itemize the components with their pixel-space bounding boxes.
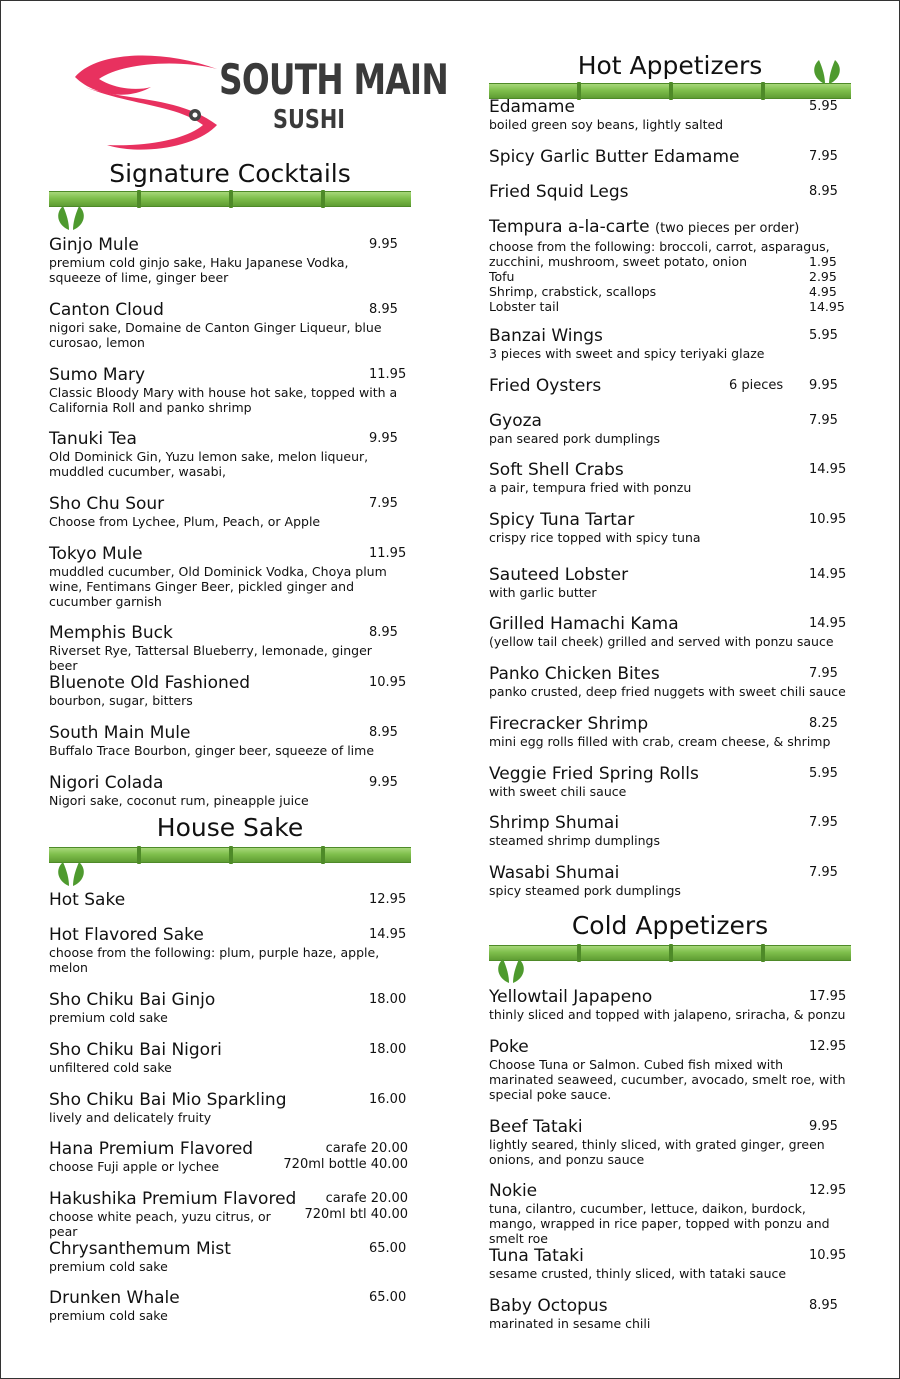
menu-item-description: bourbon, sugar, bitters (49, 693, 193, 708)
menu-item-name (49, 773, 414, 793)
menu-item-name-text: Veggie Fried Spring Rolls (489, 764, 699, 784)
menu-item-name (49, 1040, 414, 1060)
menu-item-name-text: Fried Oysters (489, 376, 602, 396)
menu-item-price: 16.00 (369, 1092, 407, 1107)
menu-item-name-text: Hakushika Premium Flavored (49, 1189, 297, 1209)
menu-item-note: (two pieces per order) (655, 221, 800, 236)
menu-item-name-text: Sho Chiku Bai Mio Sparkling (49, 1090, 287, 1110)
menu-item (49, 623, 414, 673)
menu-item-name-text: Sumo Mary (49, 365, 146, 385)
brand-line-2: SUSHI (273, 105, 345, 135)
logo (67, 49, 448, 157)
menu-item-description: 3 pieces with sweet and spicy teriyaki glaze (489, 346, 765, 361)
menu-item (489, 714, 854, 749)
menu-item-name-text: Grilled Hamachi Kama (489, 614, 679, 634)
menu-item (49, 1139, 414, 1174)
menu-item-name (49, 1239, 414, 1259)
menu-item-price: 17.95 (809, 989, 847, 1004)
menu-item-price: 5.95 (809, 766, 838, 781)
menu-item-price: 7.95 (369, 496, 398, 511)
menu-item-name-text: Memphis Buck (49, 623, 173, 643)
menu-item-name-text: Beef Tataki (489, 1117, 583, 1137)
fish-logo-icon (67, 49, 227, 157)
menu-item-description: tuna, cilantro, cucumber, lettuce, daikon, burdock, mango, wrapped in rice paper, topped with ponzu and smelt roe (489, 1201, 830, 1246)
menu-item-price: 65.00 (369, 1290, 407, 1305)
section-title-cocktails: Signature Cocktails (109, 159, 351, 188)
menu-item-name-text: Chrysanthemum Mist (49, 1239, 231, 1259)
menu-item-price: 9.95 (809, 1119, 838, 1134)
menu-item (489, 1181, 854, 1246)
menu-item (49, 494, 414, 529)
menu-item-name (49, 365, 414, 385)
tempura-option-row (489, 269, 854, 284)
menu-item-description: choose from the following: plum, purple haze, apple, melon (49, 945, 380, 975)
menu-item-description: spicy steamed pork dumplings (489, 883, 681, 898)
menu-item-name (489, 217, 854, 239)
menu-item-description: a pair, tempura fried with ponzu (489, 480, 692, 495)
menu-item-name (49, 235, 414, 255)
menu-item-name (49, 429, 414, 449)
menu-item-description: choose white peach, yuzu citrus, or pear (49, 1209, 271, 1239)
section-title-hot-appetizers: Hot Appetizers (577, 51, 763, 80)
menu-item-name-text: Nokie (489, 1181, 538, 1201)
menu-item-name (489, 460, 854, 480)
menu-item-name-text: Ginjo Mule (49, 235, 139, 255)
menu-item-price: 14.95 (809, 616, 847, 631)
menu-item-description: lively and delicately fruity (49, 1110, 212, 1125)
menu-item (489, 813, 854, 848)
menu-item-description: unfiltered cold sake (49, 1060, 172, 1075)
menu-item-description: premium cold sake (49, 1259, 168, 1274)
menu-item-price: 8.95 (809, 184, 838, 199)
menu-item-size-carafe: carafe 20.00 (325, 1141, 408, 1156)
menu-item (489, 987, 854, 1022)
menu-item-price: 9.95 (369, 237, 398, 252)
menu-item-name (489, 714, 854, 734)
menu-item-description: (yellow tail cheek) grilled and served with ponzu sauce (489, 634, 834, 649)
menu-item-name (49, 673, 414, 693)
menu-item (49, 1040, 414, 1075)
section-title-house-sake: House Sake (156, 813, 304, 842)
menu-item (49, 1239, 414, 1274)
menu-item-description: Nigori sake, coconut rum, pineapple juice (49, 793, 309, 808)
menu-item-description: nigori sake, Domaine de Canton Ginger Liqueur, blue curosao, lemon (49, 320, 382, 350)
menu-item-description: Buffalo Trace Bourbon, ginger beer, squeeze of lime (49, 743, 375, 758)
menu-item (49, 925, 414, 975)
menu-item-name (489, 326, 854, 346)
menu-item (489, 411, 854, 446)
menu-item-name (489, 1181, 854, 1201)
menu-item-name-text: Hot Sake (49, 890, 126, 910)
menu-item-name (49, 494, 414, 514)
menu-item (489, 565, 854, 600)
menu-item-name-text: Hana Premium Flavored (49, 1139, 254, 1159)
menu-item-name-text: Drunken Whale (49, 1288, 180, 1308)
brand-line-1: SOUTH MAIN (219, 55, 448, 104)
menu-item (49, 235, 414, 285)
menu-item-name (49, 623, 414, 643)
menu-item (489, 1117, 854, 1167)
menu-item (49, 990, 414, 1025)
menu-item-name (489, 147, 854, 167)
menu-item-name-text: Sho Chiku Bai Nigori (49, 1040, 222, 1060)
menu-item (489, 326, 854, 361)
menu-item-name (489, 764, 854, 784)
menu-item-name (489, 664, 854, 684)
menu-item-name (489, 1117, 854, 1137)
menu-item (489, 614, 854, 649)
menu-item-description: Classic Bloody Mary with house hot sake, topped with a California Roll and panko shrimp (49, 385, 398, 415)
tempura-option-row (489, 254, 854, 269)
tempura-option-price: 1.95 (809, 254, 837, 269)
menu-item-size-bottle: 720ml bottle 40.00 (283, 1157, 408, 1172)
menu-item-description: premium cold ginjo sake, Haku Japanese Vodka, squeeze of lime, ginger beer (49, 255, 349, 285)
menu-item-price: 11.95 (369, 367, 407, 382)
menu-item (489, 460, 854, 495)
section-title-cold-appetizers: Cold Appetizers (571, 911, 769, 940)
menu-item (49, 890, 414, 910)
menu-item-description: Old Dominick Gin, Yuzu lemon sake, melon liqueur, muddled cucumber, wasabi, (49, 449, 369, 479)
menu-item-price: 7.95 (809, 865, 838, 880)
menu-item-price: 8.95 (369, 725, 398, 740)
menu-item-price: 14.95 (369, 927, 407, 942)
menu-item (49, 773, 414, 808)
menu-item-price: 8.25 (809, 716, 838, 731)
menu-item (489, 1246, 854, 1281)
menu-item (49, 723, 414, 758)
tempura-option-label: Lobster tail (489, 299, 560, 314)
menu-item-name-text: Bluenote Old Fashioned (49, 673, 251, 693)
menu-item-name-text: Baby Octopus (489, 1296, 608, 1316)
menu-item-price: 14.95 (809, 567, 847, 582)
tempura-option-label: Shrimp, crabstick, scallops (489, 284, 657, 299)
menu-item-price: 65.00 (369, 1241, 407, 1256)
menu-item-name (49, 1090, 414, 1110)
menu-item (489, 764, 854, 799)
menu-item (49, 365, 414, 415)
menu-item-name (489, 1296, 854, 1316)
menu-item-name (49, 990, 414, 1010)
bamboo-leaves-icon (809, 59, 845, 85)
menu-item (489, 97, 854, 132)
menu-item-name-text: Hot Flavored Sake (49, 925, 204, 945)
bamboo-leaves-icon (493, 958, 529, 984)
menu-item-name-text: South Main Mule (49, 723, 191, 743)
menu-item-description: muddled cucumber, Old Dominick Vodka, Choya plum wine, Fentimans Ginger Beer, pickled ginger and cucumber garnish (49, 564, 387, 609)
menu-item-name (489, 1037, 854, 1057)
menu-item-name (489, 510, 854, 530)
menu-item-description: with sweet chili sauce (489, 784, 627, 799)
menu-item-description: premium cold sake (49, 1308, 168, 1323)
menu-item-price: 10.95 (809, 1248, 847, 1263)
menu-item-name-text: Edamame (489, 97, 575, 117)
menu-item-name (49, 890, 414, 910)
menu-item-name-text: Fried Squid Legs (489, 182, 629, 202)
menu-item-name (489, 376, 854, 396)
menu-item-name-text: Tuna Tataki (489, 1246, 584, 1266)
menu-item-name-text: Tempura a-la-carte (489, 217, 650, 237)
bamboo-leaves-icon (53, 205, 89, 231)
menu-item-description: boiled green soy beans, lightly salted (489, 117, 724, 132)
menu-item (49, 1090, 414, 1125)
menu-item-size-bottle: 720ml btl 40.00 (304, 1207, 408, 1222)
menu-item (489, 217, 854, 314)
menu-item (49, 673, 414, 708)
menu-item (489, 863, 854, 898)
menu-item-name-text: Soft Shell Crabs (489, 460, 624, 480)
menu-item (489, 664, 854, 699)
menu-item-price: 12.95 (369, 892, 407, 907)
menu-item (489, 376, 854, 396)
bamboo-leaves-icon (53, 861, 89, 887)
menu-item-price: 5.95 (809, 328, 838, 343)
menu-item-description: steamed shrimp dumplings (489, 833, 660, 848)
menu-item-name (49, 925, 414, 945)
menu-item-name (489, 565, 854, 585)
menu-item-name-text: Shrimp Shumai (489, 813, 620, 833)
menu-item (489, 182, 854, 202)
menu-item-price: 14.95 (809, 462, 847, 477)
tempura-option-row (489, 299, 854, 314)
tempura-option-row (489, 284, 854, 299)
menu-item-quantity: 6 pieces (729, 378, 784, 393)
tempura-option-price: 2.95 (809, 269, 837, 284)
tempura-option-label: zucchini, mushroom, sweet potato, onion (489, 254, 748, 269)
menu-item-name-text: Tanuki Tea (49, 429, 137, 449)
menu-item-name-text: Wasabi Shumai (489, 863, 620, 883)
menu-item-price: 8.95 (369, 625, 398, 640)
menu-item-name-text: Gyoza (489, 411, 542, 431)
menu-item-price: 7.95 (809, 815, 838, 830)
menu-item-name (49, 300, 414, 320)
menu-item-name-text: Tokyo Mule (49, 544, 143, 564)
menu-item-price: 10.95 (369, 675, 407, 690)
menu-item-price: 9.95 (369, 431, 398, 446)
bamboo-divider (49, 847, 411, 863)
menu-item-name-text: Banzai Wings (489, 326, 603, 346)
menu-item (489, 1296, 854, 1331)
menu-item-description: Choose from Lychee, Plum, Peach, or Apple (49, 514, 321, 529)
menu-item-price: 7.95 (809, 413, 838, 428)
menu-item-name (489, 97, 854, 117)
menu-item-name-text: Poke (489, 1037, 529, 1057)
menu-item-description: Choose Tuna or Salmon. Cubed fish mixed with marinated seaweed, cucumber, avocado, smelt roe, with special poke sauce. (489, 1057, 846, 1102)
menu-item-description: pan seared pork dumplings (489, 431, 661, 446)
menu-item-price: 5.95 (809, 99, 838, 114)
menu-item-name-text: Panko Chicken Bites (489, 664, 660, 684)
menu-item (49, 1189, 414, 1239)
bamboo-divider (489, 945, 851, 961)
menu-item-description: lightly seared, thinly sliced, with grated ginger, green onions, and ponzu sauce (489, 1137, 825, 1167)
bamboo-divider (49, 191, 411, 207)
menu-item-price: 9.95 (809, 378, 838, 393)
menu-item-name-text: Spicy Tuna Tartar (489, 510, 635, 530)
menu-item-name (489, 863, 854, 883)
menu-item-description: Riverset Rye, Tattersal Blueberry, lemonade, ginger beer (49, 643, 372, 673)
menu-item-description: crispy rice topped with spicy tuna (489, 530, 701, 545)
tempura-option-label: Tofu (489, 269, 515, 284)
menu-item-price: 12.95 (809, 1039, 847, 1054)
menu-item-name-text: Sho Chu Sour (49, 494, 165, 514)
menu-item-price: 18.00 (369, 1042, 407, 1057)
menu-item-description: choose from the following: broccoli, carrot, asparagus, (489, 239, 830, 254)
tempura-option-price: 4.95 (809, 284, 837, 299)
menu-item-description: mini egg rolls filled with crab, cream cheese, & shrimp (489, 734, 831, 749)
menu-item-name-text: Canton Cloud (49, 300, 164, 320)
menu-item-name (489, 987, 854, 1007)
menu-item-name (489, 614, 854, 634)
menu-item-name-text: Sauteed Lobster (489, 565, 629, 585)
menu-item-name (49, 1288, 414, 1308)
menu-item-price: 10.95 (809, 512, 847, 527)
menu-item (49, 1288, 414, 1323)
menu-item (489, 1037, 854, 1102)
menu-item-description: thinly sliced and topped with jalapeno, sriracha, & ponzu (489, 1007, 846, 1022)
menu-item-description: with garlic butter (489, 585, 597, 600)
menu-item-price: 9.95 (369, 775, 398, 790)
menu-item-price: 8.95 (369, 302, 398, 317)
menu-item (489, 147, 854, 167)
menu-item (49, 300, 414, 350)
menu-item-name (489, 411, 854, 431)
menu-item-price: 18.00 (369, 992, 407, 1007)
menu-item (489, 510, 854, 545)
menu-item-price: 7.95 (809, 666, 838, 681)
menu-item (49, 544, 414, 609)
menu-item-name (49, 723, 414, 743)
menu-item-price: 8.95 (809, 1298, 838, 1313)
menu-item-description: marinated in sesame chili (489, 1316, 651, 1331)
menu-item-price: 7.95 (809, 149, 838, 164)
menu-item-name-text: Yellowtail Japapeno (489, 987, 653, 1007)
menu-item-description: panko crusted, deep fried nuggets with sweet chili sauce (489, 684, 846, 699)
tempura-option-price: 14.95 (809, 299, 845, 314)
menu-item-description: premium cold sake (49, 1010, 168, 1025)
menu-item-name-text: Sho Chiku Bai Ginjo (49, 990, 216, 1010)
menu-item-price: 11.95 (369, 546, 407, 561)
menu-item-description: choose Fuji apple or lychee (49, 1159, 220, 1174)
menu-item-name-text: Firecracker Shrimp (489, 714, 649, 734)
menu-item-price: 12.95 (809, 1183, 847, 1198)
menu-item (49, 429, 414, 479)
menu-item-size-carafe: carafe 20.00 (325, 1191, 408, 1206)
menu-item-name (489, 182, 854, 202)
menu-item-name-text: Spicy Garlic Butter Edamame (489, 147, 740, 167)
menu-item-name (49, 544, 414, 564)
brand-name (219, 55, 448, 135)
menu-item-name (489, 1246, 854, 1266)
menu-item-name (489, 813, 854, 833)
menu-item-description: sesame crusted, thinly sliced, with tataki sauce (489, 1266, 787, 1281)
menu-item-name-text: Nigori Colada (49, 773, 164, 793)
